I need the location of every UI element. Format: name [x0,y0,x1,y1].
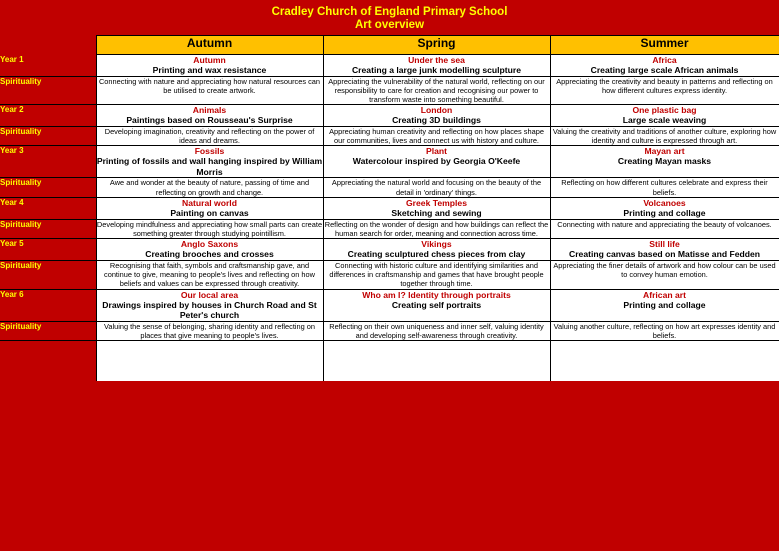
topic-cell [323,146,550,178]
topic-title: Volcanoes [643,198,686,209]
year-label: Year 2 [0,105,96,127]
topic-description: Creating self portraits [391,299,482,310]
topic-description: Creating large scale African animals [590,65,739,75]
topic-description: Large scale weaving [622,115,707,126]
year-label: Year 4 [0,198,96,220]
table-row [0,126,779,146]
spirituality-text: Recognising that faith, symbols and craftsmanship gave, and continue to give, meaning to people's lives and reflecting on how beliefs and values can be expressed through creativity. [96,260,323,289]
spirituality-text: Valuing another culture, reflecting on how art expresses identity and beliefs. [550,321,779,341]
topic-title: African art [643,289,686,300]
header-summer: Summer [550,36,779,55]
filler-cell [550,341,779,382]
table-row [0,55,779,77]
art-overview-table [0,35,779,381]
topic-cell [550,239,779,261]
spirituality-text: Connecting with nature and appreciating the beauty of volcanoes. [550,219,779,239]
spirituality-text: Reflecting on their own uniqueness and inner self, valuing identity and developing self-awareness through creativity. [323,321,550,341]
filler-cell [0,341,96,382]
topic-cell [550,146,779,178]
topic-description: Printing and collage [623,208,706,219]
spirituality-text: Developing mindfulness and appreciating how small parts can create something greater through studying pointillism. [96,219,323,238]
table-row [0,146,779,178]
filler-cell [96,341,323,382]
spirituality-text: Connecting with nature and appreciating how natural resources can be utilised to create artwork. [96,76,323,105]
spirituality-label: Spirituality [0,126,96,146]
topic-cell [96,198,323,220]
spirituality-label: Spirituality [0,76,96,105]
table-row [0,198,779,220]
year-label: Year 1 [0,55,96,77]
table-row [0,260,779,289]
topic-cell [323,289,550,321]
year-label: Year 3 [0,146,96,178]
topic-title: Africa [652,55,677,65]
table-row [0,76,779,105]
header-spring: Spring [323,36,550,55]
spirituality-label: Spirituality [0,178,96,198]
spirituality-text: Awe and wonder at the beauty of nature, passing of time and reflecting on growth and change. [96,178,323,198]
spirituality-text: Appreciating the finer details of artwork and how colour can be used to convey human emotion. [550,260,779,289]
topic-description: Paintings based on Rousseau's Surprise [126,115,293,126]
topic-title: Our local area [180,289,239,300]
spirituality-text: Reflecting on how different cultures celebrate and express their beliefs. [550,178,779,198]
topic-cell [96,239,323,261]
spirituality-text: Valuing the creativity and traditions of another culture, exploring how identity and culture is expressed through art. [550,126,779,146]
topic-title: Natural world [182,198,237,209]
topic-cell [323,239,550,261]
spirituality-label: Spirituality [0,260,96,289]
table-filler-row [0,341,779,382]
spirituality-label: Spirituality [0,219,96,239]
document-subtitle: Art overview [354,19,425,31]
spirituality-text: Appreciating human creativity and reflecting on how places shape our communities, lives and connect us with history and culture. [323,126,550,146]
topic-title: Greek Temples [406,198,467,209]
topic-title: Mayan art [644,146,685,157]
table-row [0,105,779,127]
topic-description: Creating canvas based on Matisse and Fedden [568,249,761,260]
topic-description: Creating Mayan masks [617,156,712,167]
topic-title: One plastic bag [632,105,697,116]
topic-title: Animals [192,105,227,116]
topic-title: Autumn [193,55,226,65]
topic-description: Printing and wax resistance [152,65,267,75]
topic-cell [96,55,323,77]
topic-cell [96,289,323,321]
table-row [0,289,779,321]
topic-description: Painting on canvas [170,208,249,219]
spirituality-text: Connecting with historic culture and identifying similarities and differences in craftsmanship and games that have brought people together through time. [323,260,550,289]
year-label: Year 6 [0,289,96,321]
topic-cell [550,55,779,77]
topic-description: Watercolour inspired by Georgia O'Keefe [352,156,521,167]
filler-cell [323,341,550,382]
topic-cell [96,146,323,178]
topic-cell [96,105,323,127]
topic-title: Under the sea [408,55,465,65]
topic-title: Who am I? Identity through portraits [362,289,511,300]
topic-description: Sketching and sewing [391,208,482,219]
spirituality-text: Developing imagination, creativity and reflecting on the power of ideas and dreams. [96,126,323,146]
topic-cell [323,105,550,127]
topic-description: Creating sculptured chess pieces from clay [347,249,526,260]
table-header-row [0,36,779,55]
spirituality-text: Appreciating the vulnerability of the natural world, reflecting on our responsibility to care for creation and recognising our power to transform waste into something beautiful. [323,76,550,105]
topic-description: Creating 3D buildings [392,115,481,126]
topic-title: Plant [425,146,447,157]
table-row [0,239,779,261]
document-title [0,0,779,35]
topic-title: Vikings [421,239,452,250]
topic-description: Printing and collage [623,299,706,310]
spirituality-text: Valuing the sense of belonging, sharing identity and reflecting on places that give meaning to people's lives. [96,321,323,341]
topic-description: Drawings inspired by houses in Church Road and St Peter's church [102,299,317,321]
spirituality-text: Reflecting on the wonder of design and how buildings can reflect the human search for order, meaning and connection across time. [324,219,549,238]
topic-cell [323,198,550,220]
table-row [0,219,779,239]
topic-cell [323,55,550,77]
topic-title: London [420,105,453,116]
topic-cell [550,289,779,321]
topic-description: Printing of fossils and wall hanging inspired by William Morris [96,156,323,177]
topic-description: Creating brooches and crosses [145,249,274,260]
table-row [0,321,779,341]
header-blank-cell [0,36,96,55]
school-name: Cradley Church of England Primary School [271,6,508,18]
topic-title: Fossils [194,146,225,157]
header-autumn: Autumn [96,36,323,55]
year-label: Year 5 [0,239,96,261]
topic-title: Anglo Saxons [180,239,239,250]
spirituality-label: Spirituality [0,321,96,341]
topic-cell [550,105,779,127]
table-row [0,178,779,198]
topic-title: Still life [649,239,680,250]
topic-cell [550,198,779,220]
spirituality-text: Appreciating the natural world and focusing on the beauty of the detail in 'ordinary' things. [323,178,550,198]
topic-description: Creating a large junk modelling sculpture [351,65,522,75]
spirituality-text: Appreciating the creativity and beauty in patterns and reflecting on how different cultures express identity. [550,76,779,105]
